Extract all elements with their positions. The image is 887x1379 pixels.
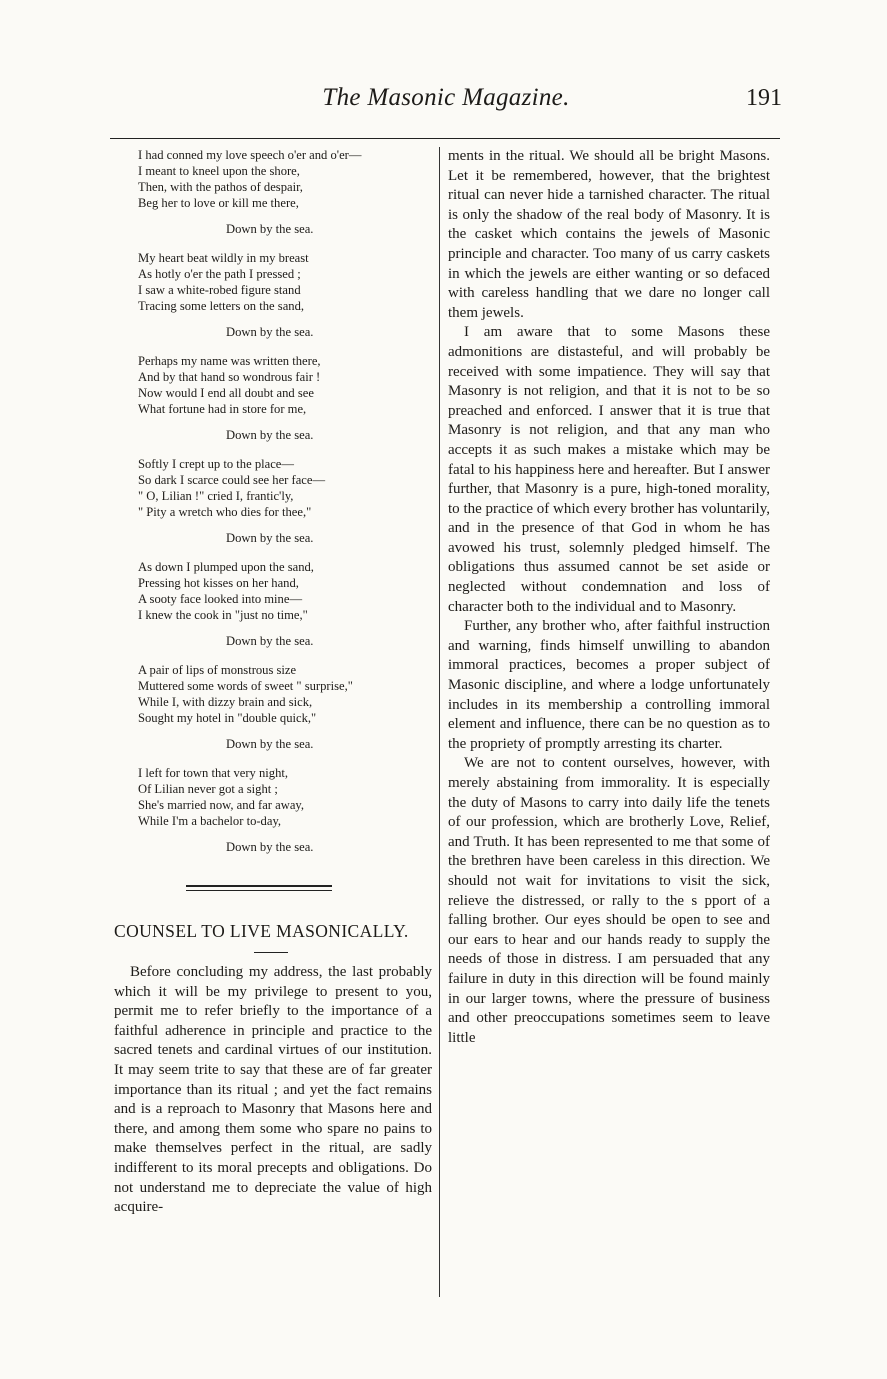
title-rule (254, 952, 288, 953)
running-title: The Masonic Magazine. (322, 84, 570, 111)
verse-line: And by that hand so wondrous fair ! (138, 370, 321, 384)
left-column (114, 147, 432, 1218)
header-rule (110, 138, 780, 139)
verse-line: A pair of lips of monstrous size (138, 663, 297, 677)
verse-line: While I, with dizzy brain and sick, (138, 695, 313, 709)
section-separator (186, 885, 332, 891)
poem-stanza (138, 662, 432, 752)
poem-refrain: Down by the sea. (226, 325, 314, 339)
verse-line: Beg her to love or kill me there, (138, 196, 299, 210)
poem-refrain: Down by the sea. (226, 737, 314, 751)
verse-line: A sooty face looked into mine— (138, 592, 303, 606)
verse-line: While I'm a bachelor to-day, (138, 814, 282, 828)
right-column (448, 147, 770, 1048)
paragraph: ments in the ritual. We should all be bright Masons. Let it be remembered, however, that the brightest ritual can never hide a tarnished character. The ritual is only the shadow of the real body of Masonry. It is the casket which contains the jewels of Masonic principle and character. Too many of us carry caskets in which the jewels are either wanting or so defaced with careless handling that we dare no longer call them jewels. (448, 148, 770, 321)
poem-refrain: Down by the sea. (226, 428, 314, 442)
verse-line: " Pity a wretch who dies for thee," (138, 505, 312, 519)
verse-line: I knew the cook in "just no time," (138, 608, 308, 622)
poem (114, 147, 432, 855)
poem-stanza (138, 456, 432, 546)
verse-line: Perhaps my name was written there, (138, 354, 321, 368)
verse-line: I had conned my love speech o'er and o'er— (138, 148, 362, 162)
poem-stanza (138, 147, 432, 237)
verse-line: My heart beat wildly in my breast (138, 251, 309, 265)
column-divider (439, 147, 440, 1297)
verse-line: What fortune had in store for me, (138, 402, 307, 416)
verse-line: I meant to kneel upon the shore, (138, 164, 300, 178)
verse-line: As down I plumped upon the sand, (138, 560, 314, 574)
poem-refrain: Down by the sea. (226, 222, 314, 236)
verse-line: Softly I crept up to the place— (138, 457, 294, 471)
verse-line: I saw a white-robed figure stand (138, 283, 301, 297)
verse-line: Then, with the pathos of despair, (138, 180, 303, 194)
paragraph: I am aware that to some Masons these admonitions are distasteful, and will probably be received with some impatience. They will say that Masonry is not religion, and that it is not to be so preached and enforced. I answer that it is true that Masonry is not religion, and that any man who accepts it as such makes a mistake which may be fatal to his happiness here and hereafter. But I answer further, that Masonry is a pure, high-toned morality, to the practice of which every brother has voluntarily, and in the presence of that God in whom he has avowed his trust, solemnly pledged himself. The obligations thus assumed cannot be set aside or neglected without condemnation and loss of character both to the individual and to Masonry. (448, 324, 770, 615)
verse-line: Tracing some letters on the sand, (138, 299, 305, 313)
poem-refrain: Down by the sea. (226, 531, 314, 545)
verse-line: I left for town that very night, (138, 766, 289, 780)
verse-line: Sought my hotel in "double quick," (138, 711, 317, 725)
verse-line: Muttered some words of sweet " surprise," (138, 679, 353, 693)
verse-line: Now would I end all doubt and see (138, 386, 314, 400)
poem-stanza (138, 765, 432, 855)
verse-line: Pressing hot kisses on her hand, (138, 576, 299, 590)
verse-line: She's married now, and far away, (138, 798, 305, 812)
poem-stanza (138, 559, 432, 649)
paragraph: Further, any brother who, after faithful instruction and warning, finds himself unwilling to abandon immoral practices, becomes a proper subject of Masonic discipline, and where a lodge unfortunately includes in its membership a controlling immoral element and influence, there can be no question as to the propriety of promptly arresting its charter. (448, 618, 770, 752)
poem-refrain: Down by the sea. (226, 840, 314, 854)
poem-stanza (138, 250, 432, 340)
poem-refrain: Down by the sea. (226, 634, 314, 648)
verse-line: As hotly o'er the path I pressed ; (138, 267, 301, 281)
page-number: 191 (746, 85, 782, 111)
article-body-left (114, 963, 432, 1218)
article-title: COUNSEL TO LIVE MASONICALLY. (114, 921, 409, 941)
verse-line: Of Lilian never got a sight ; (138, 782, 278, 796)
verse-line: So dark I scarce could see her face— (138, 473, 326, 487)
verse-line: " O, Lilian !" cried I, frantic'ly, (138, 489, 294, 503)
paragraph: Before concluding my address, the last probably which it will be my privilege to present to you, permit me to refer briefly to the importance of a faithful adherence in principle and practice to the sacred tenets and cardinal virtues of our institution. It may seem trite to say that these are of far greater importance than its ritual ; and yet the fact remains and is a reproach to Masonry that Masons here and there, and among them some who spare no pains to make themselves perfect in the ritual, are sadly indifferent to its moral precepts and obligations. Do not understand me to depreciate the value of high acquire- (114, 964, 432, 1216)
poem-stanza (138, 353, 432, 443)
paragraph: We are not to content ourselves, however, with merely abstaining from immorality. It is especially the duty of Masons to carry into daily life the tenets of our profession, which are brotherly Love, Relief, and Truth. It has been represented to me that some of the brethren have been careless in this direction. We should not wait for invitations to visit the sick, relieve the distressed, or rally to the s pport of a falling brother. Our eyes should be open to see and our ears to hear and our hands ready to supply the needs of those in distress. I am persuaded that any failure in duty in this direction will be found mainly in our larger towns, where the pressure of business and other preoccupations sometimes seem to leave little (448, 755, 770, 1046)
page-header (110, 84, 782, 124)
